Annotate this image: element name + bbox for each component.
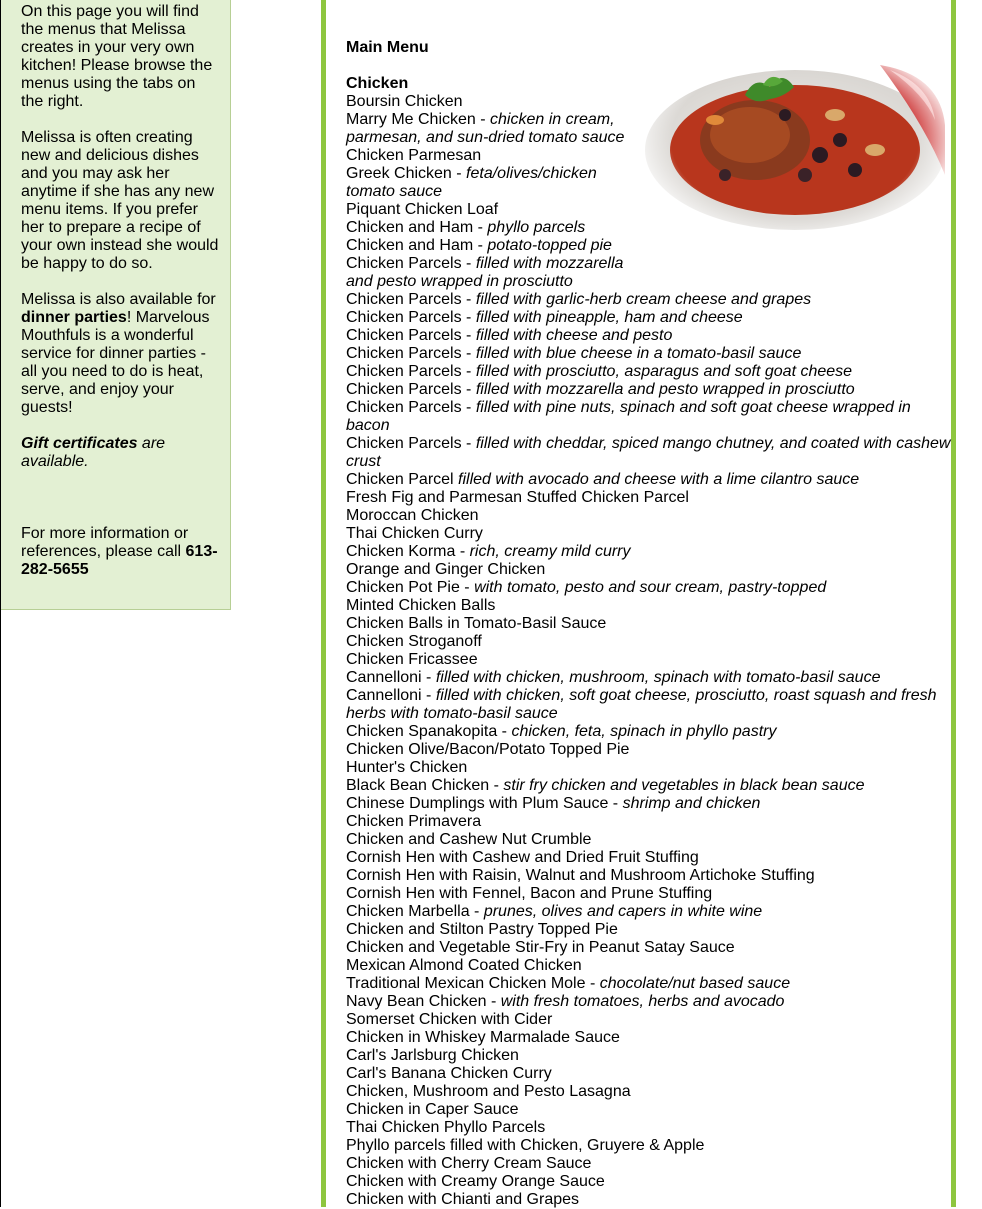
dish-item: [346, 1173, 956, 1191]
dish-item: [346, 975, 956, 993]
dish-item: [346, 723, 956, 741]
dish-name: Chicken Parcels -: [346, 345, 476, 362]
dish-item: [346, 741, 956, 759]
dish-name: Chicken Olive/Bacon/Potato Topped Pie: [346, 741, 630, 758]
dish-description: with fresh tomatoes, herbs and avocado: [500, 993, 785, 1010]
dish-item: [346, 1083, 956, 1101]
dish-name: Chicken Parcels -: [346, 255, 476, 272]
dish-item: [346, 1011, 956, 1029]
sidebar-intro: On this page you will find the menus that Melissa creates in your very own kitchen! Please browse the menus using the tabs on the right.: [21, 3, 213, 110]
dish-item: [346, 363, 956, 381]
dish-list: [346, 93, 956, 1209]
dish-name: Chicken Parcels -: [346, 363, 476, 380]
dish-name: Navy Bean Chicken -: [346, 993, 501, 1010]
dish-item: [346, 291, 956, 309]
dish-item: [346, 579, 956, 597]
dish-item: [346, 471, 956, 489]
dish-description: filled with pineapple, ham and cheese: [475, 309, 743, 326]
dish-description: filled with garlic-herb cream cheese and grapes: [475, 291, 812, 308]
dish-item: [346, 1155, 956, 1173]
gift-rest: are available.: [21, 435, 166, 470]
dish-item: [346, 615, 956, 633]
sidebar-dinner-parties: [21, 291, 221, 417]
dish-name: Cannelloni -: [346, 669, 436, 686]
section-title-chicken: Chicken: [346, 75, 409, 92]
sidebar-gift: [21, 435, 221, 471]
dish-item: [346, 903, 956, 921]
dish-name: Chicken Pot Pie -: [346, 579, 475, 596]
dish-name: Chicken Korma -: [346, 543, 470, 560]
dish-item: [346, 597, 956, 615]
dish-description: chicken, feta, spinach in phyllo pastry: [511, 723, 777, 740]
dish-name: Cannelloni -: [346, 687, 436, 704]
dish-item: [346, 1047, 956, 1065]
dish-description: filled with chicken, mushroom, spinach with tomato-basil sauce: [435, 669, 881, 686]
dish-item: [346, 633, 956, 651]
dish-name: Cornish Hen with Fennel, Bacon and Prune Stuffing: [346, 885, 713, 902]
dish-description: shrimp and chicken: [622, 795, 761, 812]
dish-name: Marry Me Chicken -: [346, 111, 491, 128]
dish-name: Chicken Marbella -: [346, 903, 484, 920]
dish-name: Chicken Parcel: [346, 471, 459, 488]
dish-name: Chicken and Ham -: [346, 237, 488, 254]
dish-description: with tomato, pesto and sour cream, pastry-topped: [474, 579, 827, 596]
dish-name: Hunter's Chicken: [346, 759, 468, 776]
dish-item: [346, 93, 626, 111]
dish-name: Chicken with Cherry Cream Sauce: [346, 1155, 592, 1172]
dish-name: Traditional Mexican Chicken Mole -: [346, 975, 600, 992]
dish-name: Phyllo parcels filled with Chicken, Gruyere & Apple: [346, 1137, 705, 1154]
dish-name: Greek Chicken -: [346, 165, 467, 182]
info-prefix: For more information or references, please call: [21, 525, 189, 560]
dish-name: Chicken Fricassee: [346, 651, 478, 668]
dish-description: stir fry chicken and vegetables in black bean sauce: [503, 777, 865, 794]
sidebar-info: [21, 525, 221, 579]
dish-item: [346, 651, 956, 669]
dish-name: Chicken Parcels -: [346, 327, 476, 344]
dish-name: Chicken Parcels -: [346, 309, 476, 326]
dinner-prefix: Melissa is also available for: [21, 291, 216, 308]
dish-item: [346, 219, 626, 237]
main-content: [321, 0, 956, 1207]
dish-name: Orange and Ginger Chicken: [346, 561, 546, 578]
dish-item: [346, 489, 956, 507]
dish-name: Moroccan Chicken: [346, 507, 479, 524]
menu-area: [346, 39, 956, 1209]
sidebar-text: [21, 3, 221, 597]
dish-description: filled with mozzarella and pesto wrapped in prosciutto: [346, 255, 624, 290]
dish-description: feta/olives/chicken tomato sauce: [346, 165, 597, 200]
dish-item: [346, 507, 956, 525]
dish-name: Somerset Chicken with Cider: [346, 1011, 553, 1028]
dinner-rest: ! Marvelous Mouthfuls is a wonderful service for dinner parties - all you need to do is heat, serve, and enjoy your guests!: [21, 309, 210, 416]
dish-description: filled with avocado and cheese with a lime cilantro sauce: [458, 471, 860, 488]
dish-description: filled with pine nuts, spinach and soft goat cheese wrapped in bacon: [346, 399, 911, 434]
dish-name: Chicken in Whiskey Marmalade Sauce: [346, 1029, 620, 1046]
dish-item: [346, 759, 956, 777]
sidebar-request: Melissa is often creating new and delicious dishes and you may ask her anytime if she has any new menu items. If you prefer her to prepare a recipe of your own instead she would be happy to do so.: [21, 129, 219, 272]
dish-name: Chicken and Ham -: [346, 219, 488, 236]
dish-description: filled with prosciutto, asparagus and soft goat cheese: [475, 363, 853, 380]
dish-item: [346, 1191, 956, 1209]
phone-number: 613-282-5655: [21, 543, 218, 578]
dish-item: [346, 1119, 956, 1137]
dish-item: [346, 669, 956, 687]
dish-name: Thai Chicken Curry: [346, 525, 483, 542]
dish-item: [346, 435, 956, 471]
dish-item: [346, 1029, 956, 1047]
dinner-strong: dinner parties: [21, 309, 127, 326]
dish-item: [346, 327, 956, 345]
dish-description: filled with cheese and pesto: [475, 327, 673, 344]
dish-name: Chicken Balls in Tomato-Basil Sauce: [346, 615, 607, 632]
dish-name: Chicken in Caper Sauce: [346, 1101, 519, 1118]
dish-description: filled with mozzarella and pesto wrapped in prosciutto: [475, 381, 855, 398]
dish-name: Chicken Spanakopita -: [346, 723, 512, 740]
dish-item: [346, 111, 626, 147]
dish-description: filled with cheddar, spiced mango chutney, and coated with cashew crust: [346, 435, 951, 470]
dish-item: [346, 921, 956, 939]
dish-name: Minted Chicken Balls: [346, 597, 496, 614]
dish-item: [346, 849, 956, 867]
dish-item: [346, 939, 956, 957]
gift-strong: Gift certificates: [21, 435, 138, 452]
dish-item: [346, 867, 956, 885]
sidebar: [1, 0, 231, 610]
dish-name: Chicken and Vegetable Stir-Fry in Peanut Satay Sauce: [346, 939, 735, 956]
dish-item: [346, 1101, 956, 1119]
dish-item: [346, 525, 956, 543]
dish-name: Carl's Jarlsburg Chicken: [346, 1047, 519, 1064]
dish-item: [346, 399, 956, 435]
dish-name: Thai Chicken Phyllo Parcels: [346, 1119, 546, 1136]
dish-item: [346, 687, 956, 723]
dish-item: [346, 993, 956, 1011]
dish-item: [346, 831, 956, 849]
dish-description: filled with chicken, soft goat cheese, prosciutto, roast squash and fresh herbs with tomato-basil sauce: [346, 687, 937, 722]
dish-item: [346, 795, 956, 813]
dish-item: [346, 543, 956, 561]
dish-description: filled with blue cheese in a tomato-basil sauce: [475, 345, 802, 362]
dish-description: rich, creamy mild curry: [469, 543, 631, 560]
dish-name: Mexican Almond Coated Chicken: [346, 957, 582, 974]
dish-description: phyllo parcels: [487, 219, 586, 236]
dish-name: Fresh Fig and Parmesan Stuffed Chicken Parcel: [346, 489, 689, 506]
menu-title: Main Menu: [346, 39, 429, 56]
dish-name: Chicken Parcels -: [346, 399, 476, 416]
dish-name: Cornish Hen with Raisin, Walnut and Mushroom Artichoke Stuffing: [346, 867, 815, 884]
dish-name: Carl's Banana Chicken Curry: [346, 1065, 552, 1082]
dish-item: [346, 957, 956, 975]
dish-item: [346, 885, 956, 903]
dish-item: [346, 309, 956, 327]
dish-item: [346, 255, 626, 291]
dish-name: Chicken Parcels -: [346, 381, 476, 398]
dish-name: Cornish Hen with Cashew and Dried Fruit Stuffing: [346, 849, 699, 866]
dish-item: [346, 237, 626, 255]
dish-item: [346, 147, 626, 165]
dish-name: Piquant Chicken Loaf: [346, 201, 499, 218]
dish-item: [346, 165, 626, 201]
dish-description: prunes, olives and capers in white wine: [483, 903, 763, 920]
dish-name: Chicken with Chianti and Grapes: [346, 1191, 580, 1208]
dish-name: Chicken Parcels -: [346, 291, 476, 308]
dish-name: Chicken with Creamy Orange Sauce: [346, 1173, 605, 1190]
dish-name: Chicken, Mushroom and Pesto Lasagna: [346, 1083, 631, 1100]
dish-name: Black Bean Chicken -: [346, 777, 504, 794]
dish-name: Chicken Parcels -: [346, 435, 476, 452]
dish-item: [346, 1137, 956, 1155]
dish-item: [346, 1065, 956, 1083]
dish-name: Chicken and Stilton Pastry Topped Pie: [346, 921, 618, 938]
dish-description: potato-topped pie: [487, 237, 612, 254]
dish-item: [346, 777, 956, 795]
dish-item: [346, 201, 626, 219]
dish-name: Chicken Stroganoff: [346, 633, 482, 650]
dish-name: Chicken and Cashew Nut Crumble: [346, 831, 592, 848]
dish-item: [346, 813, 956, 831]
dish-item: [346, 561, 956, 579]
dish-name: Boursin Chicken: [346, 93, 463, 110]
dish-name: Chicken Primavera: [346, 813, 482, 830]
dish-name: Chinese Dumplings with Plum Sauce -: [346, 795, 623, 812]
dish-description: chocolate/nut based sauce: [599, 975, 791, 992]
dish-name: Chicken Parmesan: [346, 147, 482, 164]
dish-description: chicken in cream, parmesan, and sun-dried tomato sauce: [346, 111, 625, 146]
dish-item: [346, 381, 956, 399]
dish-item: [346, 345, 956, 363]
